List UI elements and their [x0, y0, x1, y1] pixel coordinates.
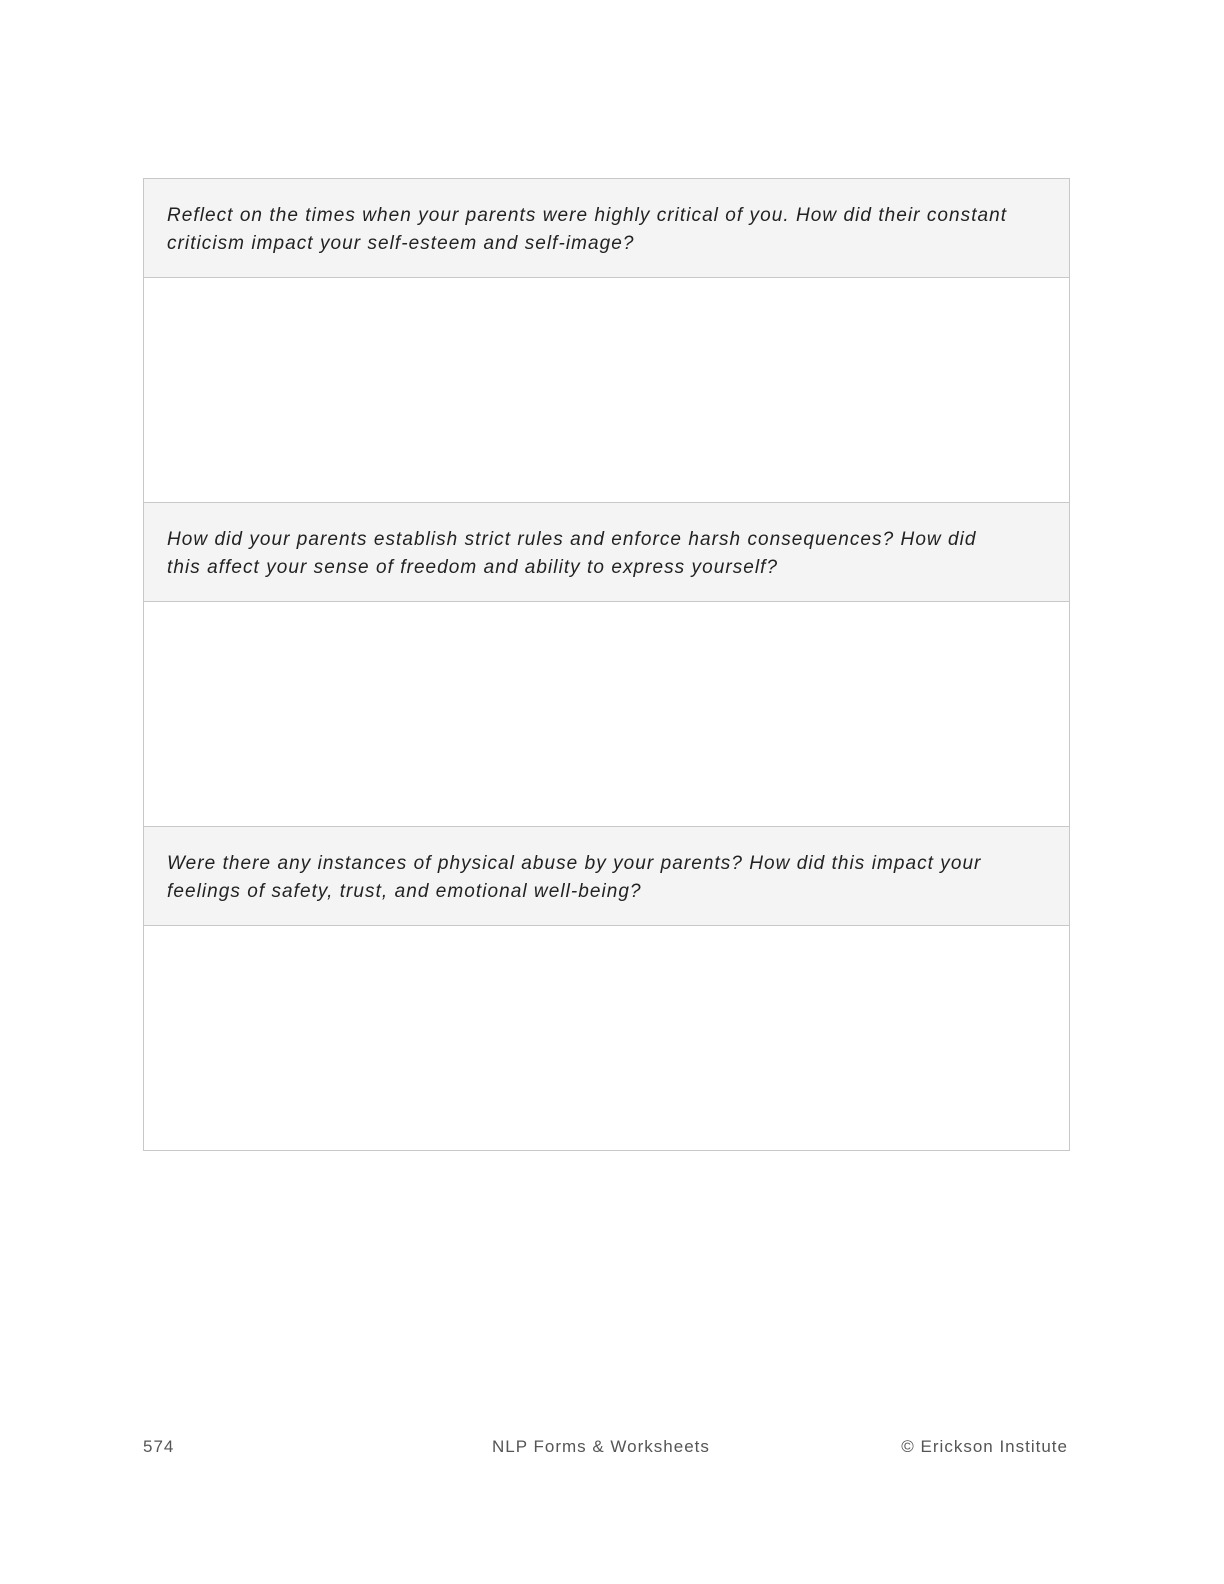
question-text-line: feelings of safety, trust, and emotional well-being? — [167, 881, 642, 902]
footer-copyright: © Erickson Institute — [901, 1437, 1068, 1456]
question-text-line: How did your parents establish strict rules and enforce harsh consequences? How did — [167, 529, 977, 550]
question-row-2 — [144, 503, 1069, 602]
footer-title: NLP Forms & Worksheets — [492, 1437, 710, 1456]
question-text-line: this affect your sense of freedom and ability to express yourself? — [167, 557, 779, 578]
question-text-line: Reflect on the times when your parents were highly critical of you. How did their constant — [167, 205, 1008, 226]
question-row-1 — [144, 179, 1069, 278]
answer-area-2[interactable] — [144, 602, 1069, 827]
question-row-3 — [144, 827, 1069, 926]
answer-area-1[interactable] — [144, 278, 1069, 503]
answer-area-3[interactable] — [144, 926, 1069, 1150]
worksheet-table — [143, 178, 1070, 1151]
question-text-line: Were there any instances of physical abuse by your parents? How did this impact your — [167, 853, 982, 874]
page-number: 574 — [143, 1437, 175, 1456]
question-text-line: criticism impact your self-esteem and self-image? — [167, 233, 635, 254]
